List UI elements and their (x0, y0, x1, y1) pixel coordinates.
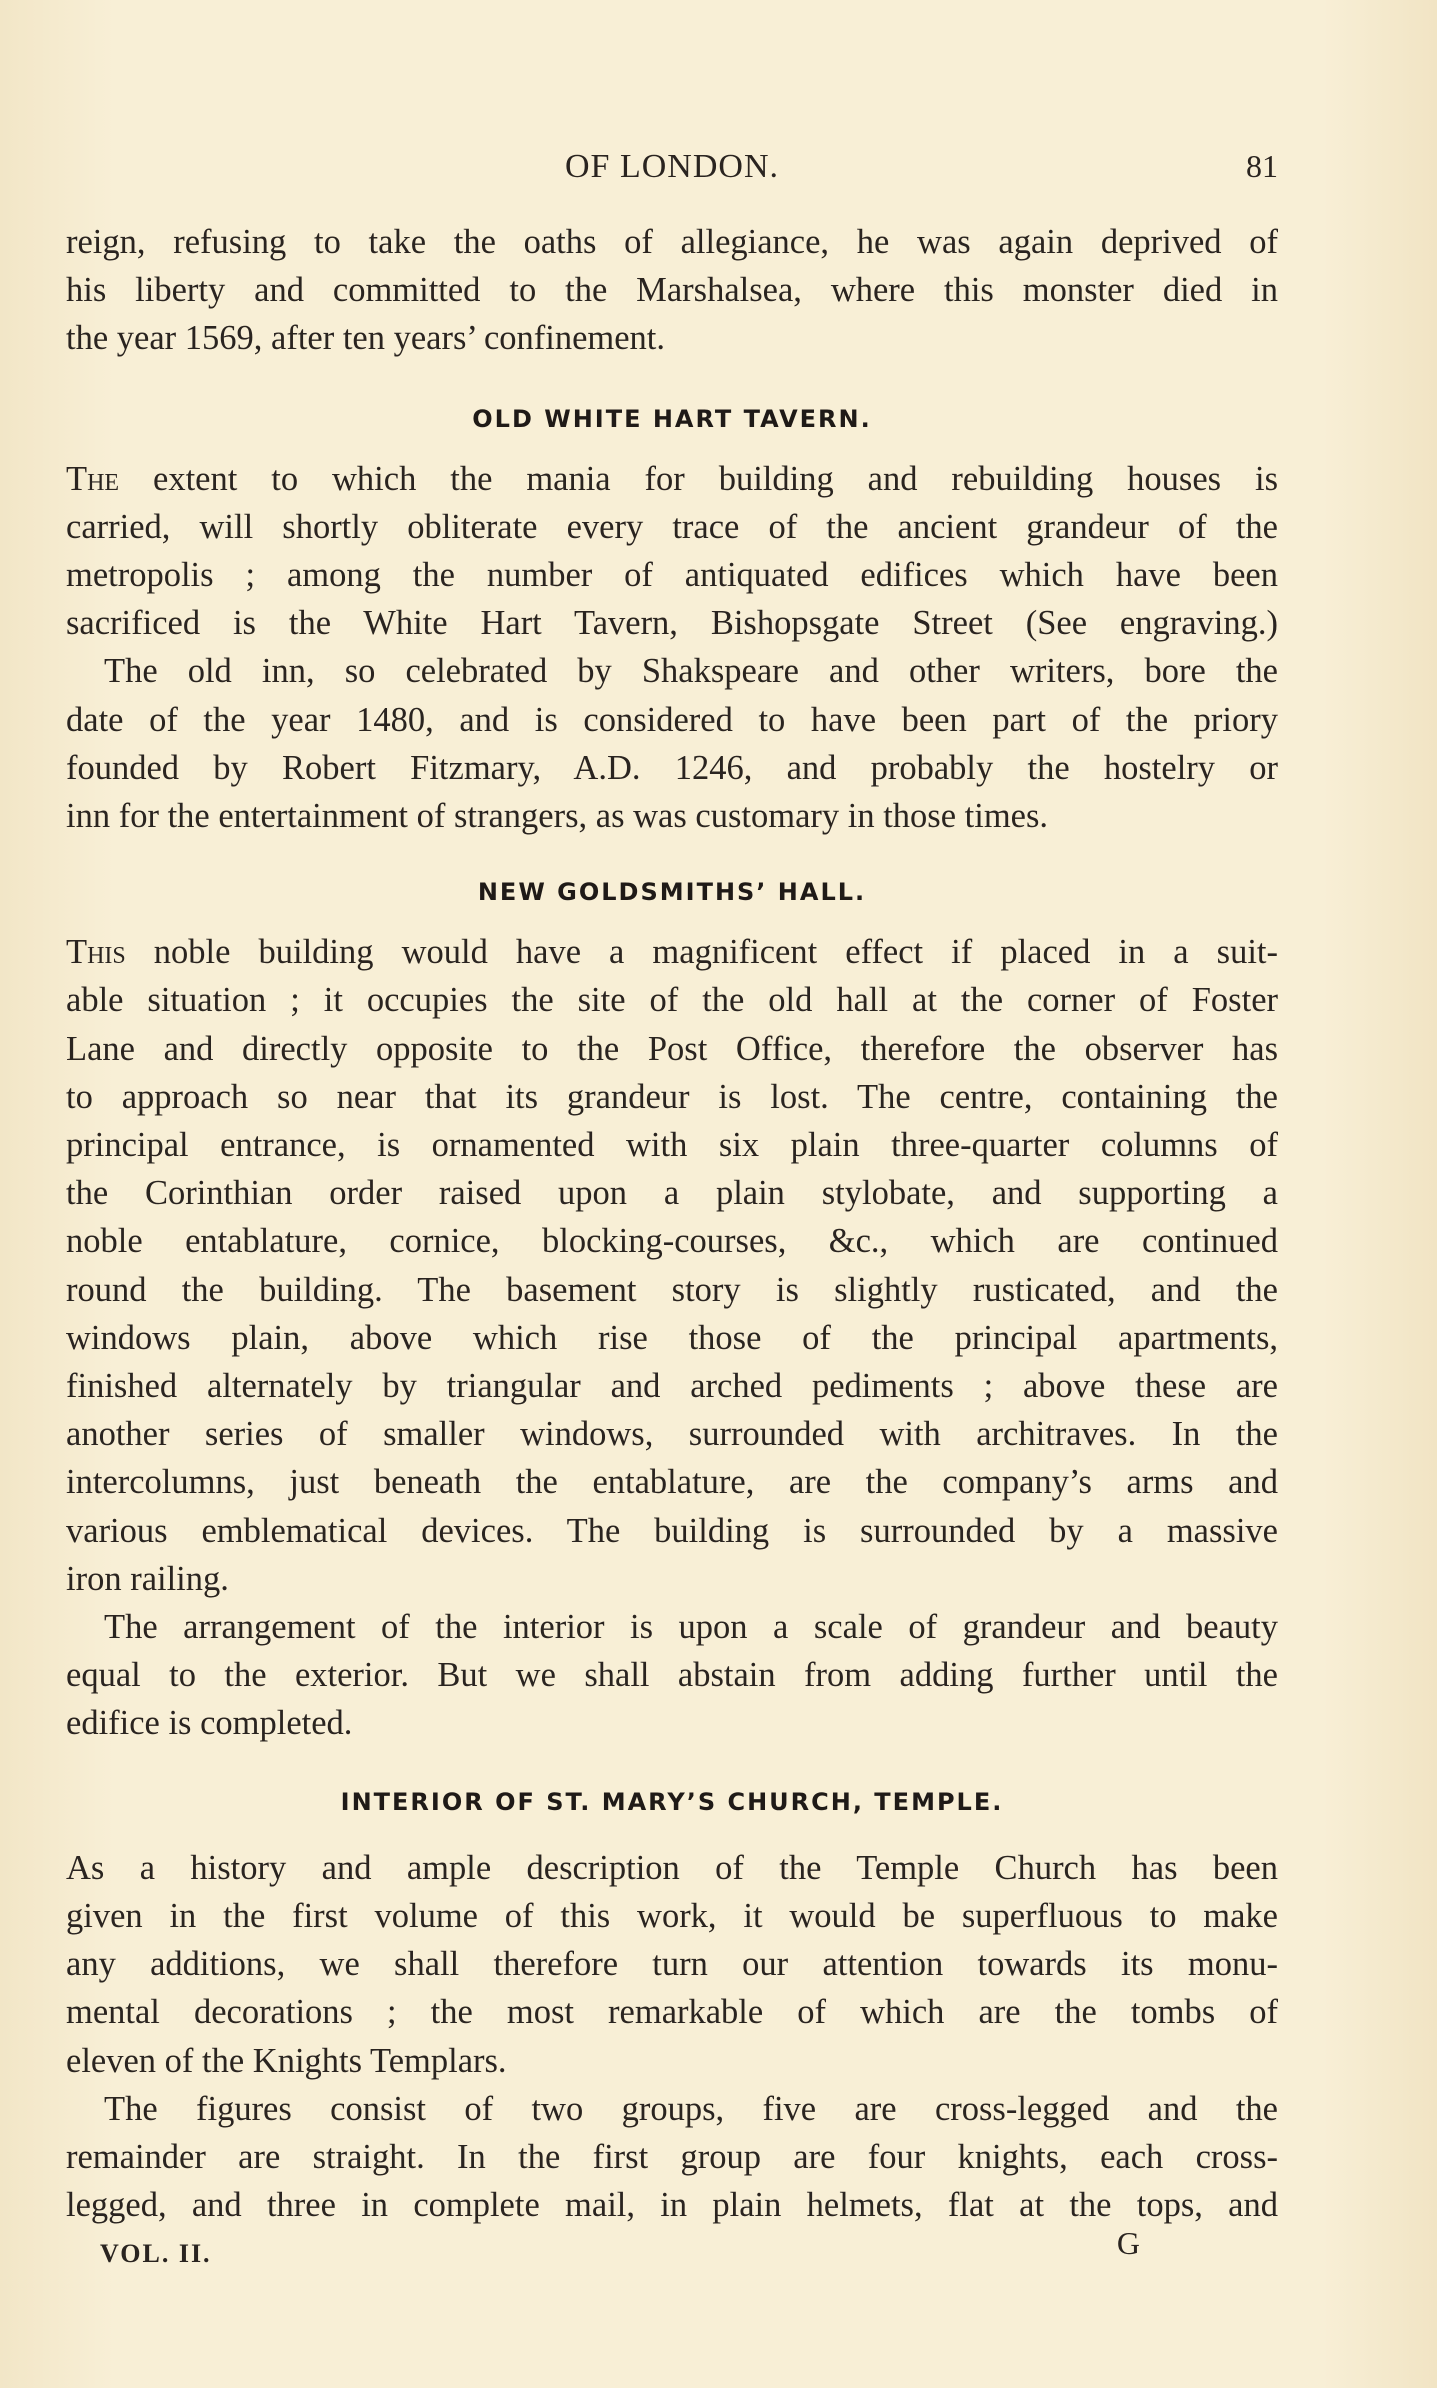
text-line: date of the year 1480, and is considered to have been part of the priory (66, 700, 1278, 739)
lead-line-text: extent to which the mania for building and rebuilding houses is (119, 459, 1278, 498)
text-line: the year 1569, after ten years’ confinement. (66, 319, 665, 358)
text-line: equal to the exterior. But we shall abstain from adding further until the (66, 1656, 1278, 1695)
text-line: reign, refusing to take the oaths of allegiance, he was again deprived of (66, 223, 1278, 261)
text-line: The arrangement of the interior is upon a scale of grandeur and beauty (104, 1608, 1278, 1647)
running-head: OF LONDON. (565, 148, 779, 185)
lead-line-text: noble building would have a magnificent effect if placed in a suit- (125, 933, 1278, 972)
text-line: windows plain, above which rise those of the principal apartments, (66, 1318, 1278, 1357)
text-line: legged, and three in complete mail, in plain helmets, flat at the tops, and (66, 2186, 1278, 2225)
text-line: his liberty and committed to the Marshalsea, where this monster died in (66, 271, 1278, 310)
section-paragraph (66, 1603, 1278, 1748)
text-line: The figures consist of two groups, five are cross-legged and the (104, 2089, 1278, 2128)
section-heading: INTERIOR OF ST. MARY’S CHURCH, TEMPLE. (340, 1787, 1004, 1816)
section-heading: NEW GOLDSMITHS’ HALL. (477, 878, 867, 907)
text-line: sacrificed is the White Hart Tavern, Bishopsgate Street (See engraving.) (66, 604, 1278, 643)
text-line (66, 455, 1278, 503)
text-line: given in the first volume of this work, it would be superfluous to make (66, 1896, 1278, 1935)
text-line: iron railing. (66, 1559, 229, 1598)
lead-word: The (66, 459, 120, 498)
text-line: founded by Robert Fitzmary, A.D. 1246, and probably the hostelry or (66, 748, 1278, 787)
text-line: eleven of the Knights Templars. (66, 2041, 507, 2080)
text-line: round the building. The basement story is slightly rusticated, and the (66, 1270, 1278, 1309)
text-line: intercolumns, just beneath the entablature, are the company’s arms and (66, 1463, 1278, 1502)
text-line: noble entablature, cornice, blocking-courses, &c., which are continued (66, 1222, 1278, 1261)
page-number: 81 (1246, 148, 1278, 184)
text-line: edifice is completed. (66, 1704, 353, 1743)
text-line: Lane and directly opposite to the Post Office, therefore the observer has (66, 1029, 1278, 1068)
text-line: metropolis ; among the number of antiquated edifices which have been (66, 556, 1278, 595)
text-line: principal entrance, is ornamented with six plain three-quarter columns of (66, 1126, 1278, 1165)
text-line: another series of smaller windows, surrounded with architraves. In the (66, 1415, 1278, 1454)
page-header (66, 148, 1278, 194)
section-paragraph (66, 1844, 1278, 2085)
text-line: finished alternately by triangular and arched pediments ; above these are (66, 1367, 1278, 1406)
opening-paragraph (66, 218, 1278, 363)
text-line: various emblematical devices. The building is surrounded by a massive (66, 1511, 1278, 1550)
text-line: any additions, we shall therefore turn our attention towards its monu- (66, 1945, 1278, 1984)
section-paragraph (66, 2085, 1278, 2230)
section-paragraph (66, 928, 1278, 1603)
text-line: able situation ; it occupies the site of the old hall at the corner of Foster (66, 981, 1278, 1020)
text-line: remainder are straight. In the first group are four knights, each cross- (66, 2137, 1278, 2176)
section-paragraph (66, 455, 1278, 648)
section-heading: OLD WHITE HART TAVERN. (472, 404, 872, 433)
page-body (66, 218, 1278, 2229)
text-line (66, 928, 1278, 976)
text-line: to approach so near that its grandeur is lost. The centre, containing the (66, 1077, 1278, 1116)
text-line: carried, will shortly obliterate every trace of the ancient grandeur of the (66, 507, 1278, 546)
text-line: inn for the entertainment of strangers, as was customary in those times. (66, 797, 1049, 836)
volume-mark: VOL. II. (100, 2239, 212, 2268)
text-line: As a history and ample description of the Temple Church has been (66, 1848, 1278, 1887)
section-paragraph (66, 647, 1278, 840)
text-line: the Corinthian order raised upon a plain stylobate, and supporting a (66, 1174, 1278, 1213)
text-line: The old inn, so celebrated by Shakspeare and other writers, bore the (104, 652, 1278, 691)
text-line: mental decorations ; the most remarkable of which are the tombs of (66, 1993, 1278, 2032)
signature-mark: G (1116, 2225, 1140, 2261)
lead-word: This (66, 933, 126, 972)
page-footer (100, 2225, 1140, 2268)
